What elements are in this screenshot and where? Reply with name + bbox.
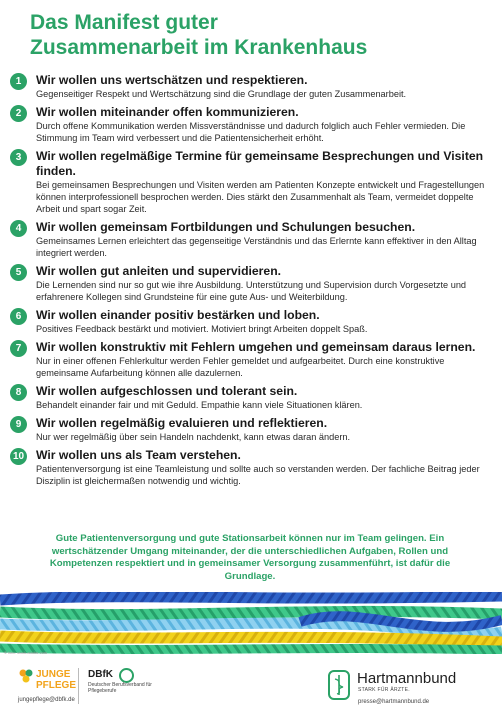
- list-item: [10, 448, 496, 487]
- hartmannbund-tagline: STARK FÜR ÄRZTE.: [358, 687, 410, 693]
- hartmannbund-wordmark: Hartmannbund: [357, 670, 457, 687]
- item-number-badge: 1: [10, 73, 27, 90]
- item-heading: Wir wollen aufgeschlossen und tolerant sein.: [36, 384, 298, 398]
- list-item: [10, 340, 496, 379]
- item-description: Gemeinsames Lernen erleichtert das gegenseitige Verständnis und das Erlernte kann effektiver in den Alltag integriert werden.: [36, 236, 477, 258]
- list-item: [10, 416, 496, 443]
- list-item: [10, 264, 496, 303]
- list-item: [10, 220, 496, 259]
- dbfk-wordmark: DBfK: [88, 669, 113, 680]
- title-line-2: Zusammenarbeit im Krankenhaus: [30, 36, 368, 59]
- list-item: [10, 149, 496, 215]
- item-heading: Wir wollen regelmäßig evaluieren und reflektieren.: [36, 416, 328, 430]
- item-description: Positives Feedback bestärkt und motiviert. Motiviert bringt Arbeiten doppelt Spaß.: [36, 324, 368, 334]
- closing-statement: Gute Patientenversorgung und gute Stationsarbeit können nur im Team gelingen. Ein wertschätzender Umgang miteinander, der die unterschiedlichen Aufgaben, Rollen und Kompetenzen respektiert und in gemeinsamer Versorgung zusammenführt, ist dafür die Grundlage.: [49, 533, 451, 582]
- junge-pflege-email: jungepflege@dbfk.de: [18, 697, 75, 703]
- page-title: [30, 10, 470, 60]
- footer: [0, 665, 502, 708]
- logo-divider: [78, 668, 79, 704]
- list-item: [10, 73, 496, 100]
- item-description: Die Lernenden sind nur so gut wie ihre Ausbildung. Unterstützung und Supervision durch Vorgesetzte und erfahrenere Kollegen sind Grundsteine für eine gute Aus- und Weiterbildung.: [36, 280, 467, 302]
- item-heading: Wir wollen gut anleiten und supervidieren.: [36, 264, 282, 278]
- list-item: [10, 308, 496, 335]
- junge-pflege-line-2: PFLEGE: [36, 680, 77, 691]
- item-description: Bei gemeinsamen Besprechungen und Visiten werden am Patienten Konzepte entwickelt und Fragestellungen können interprofessionell besprochen werden. Dies stärkt den Zusammenhalt als Team, vermeidet doppelte Arbeit und spart sogar Zeit.: [36, 180, 485, 214]
- hartmannbund-caduceus-icon: [328, 670, 350, 700]
- item-number-badge: 10: [10, 448, 27, 465]
- item-description: Nur wer regelmäßig über sein Handeln nachdenkt, kann etwas daran ändern.: [36, 432, 351, 442]
- item-heading: Wir wollen konstruktiv mit Fehlern umgehen und gemeinsam daraus lernen.: [36, 340, 476, 354]
- item-description: Durch offene Kommunikation werden Missverständnisse und dadurch folglich auch Fehler vermieden. Die Stimmung im Team wird verbessert und die Patientensicherheit erhöht.: [36, 121, 466, 143]
- rope-illustration: [0, 592, 502, 654]
- item-heading: Wir wollen miteinander offen kommunizieren.: [36, 105, 299, 119]
- item-number-badge: 6: [10, 308, 27, 325]
- item-number-badge: 3: [10, 149, 27, 166]
- item-description: Behandelt einander fair und mit Geduld. Empathie kann viele Situationen klären.: [36, 400, 363, 410]
- item-heading: Wir wollen gemeinsam Fortbildungen und Schulungen besuchen.: [36, 220, 416, 234]
- item-number-badge: 9: [10, 416, 27, 433]
- item-description: Patientenversorgung ist eine Teamleistung und sollte auch so verstanden werden. Der fachliche Beitrag jeder Disziplin ist gleichermaßen notwendig und wichtig.: [36, 464, 480, 486]
- junge-pflege-line-1: JUNGE: [36, 669, 71, 680]
- item-number-badge: 7: [10, 340, 27, 357]
- item-number-badge: 8: [10, 384, 27, 401]
- hartmannbund-email: presse@hartmannbund.de: [358, 699, 430, 705]
- item-number-badge: 4: [10, 220, 27, 237]
- junge-pflege-logo-icon: [18, 668, 34, 684]
- item-description: Nur in einer offenen Fehlerkultur werden Fehler gemeldet und aufgearbeitet. Durch eine konstruktive gemeinsame Aufarbeitung können alle dazulernen.: [36, 356, 445, 378]
- junge-pflege-wordmark: [36, 669, 76, 691]
- item-heading: Wir wollen uns wertschätzen und respektieren.: [36, 73, 308, 87]
- item-number-badge: 5: [10, 264, 27, 281]
- list-item: [10, 105, 496, 144]
- dbfk-subtitle: Deutscher Berufsverband für Pflegeberufe: [88, 682, 152, 694]
- item-heading: Wir wollen regelmäßige Termine für gemeinsame Besprechungen und Visiten finden.: [36, 149, 484, 178]
- item-description: Gegenseitiger Respekt und Wertschätzung sind die Grundlage der guten Zusammenarbeit.: [36, 89, 407, 99]
- dbfk-ring-icon: [119, 668, 134, 683]
- item-heading: Wir wollen einander positiv bestärken und loben.: [36, 308, 320, 322]
- image-credit: © foto: stock.adobe.com: [4, 650, 48, 655]
- title-line-1: Das Manifest guter: [30, 11, 218, 34]
- manifest-list: [10, 73, 496, 492]
- list-item: [10, 384, 496, 411]
- item-number-badge: 2: [10, 105, 27, 122]
- item-heading: Wir wollen uns als Team verstehen.: [36, 448, 241, 462]
